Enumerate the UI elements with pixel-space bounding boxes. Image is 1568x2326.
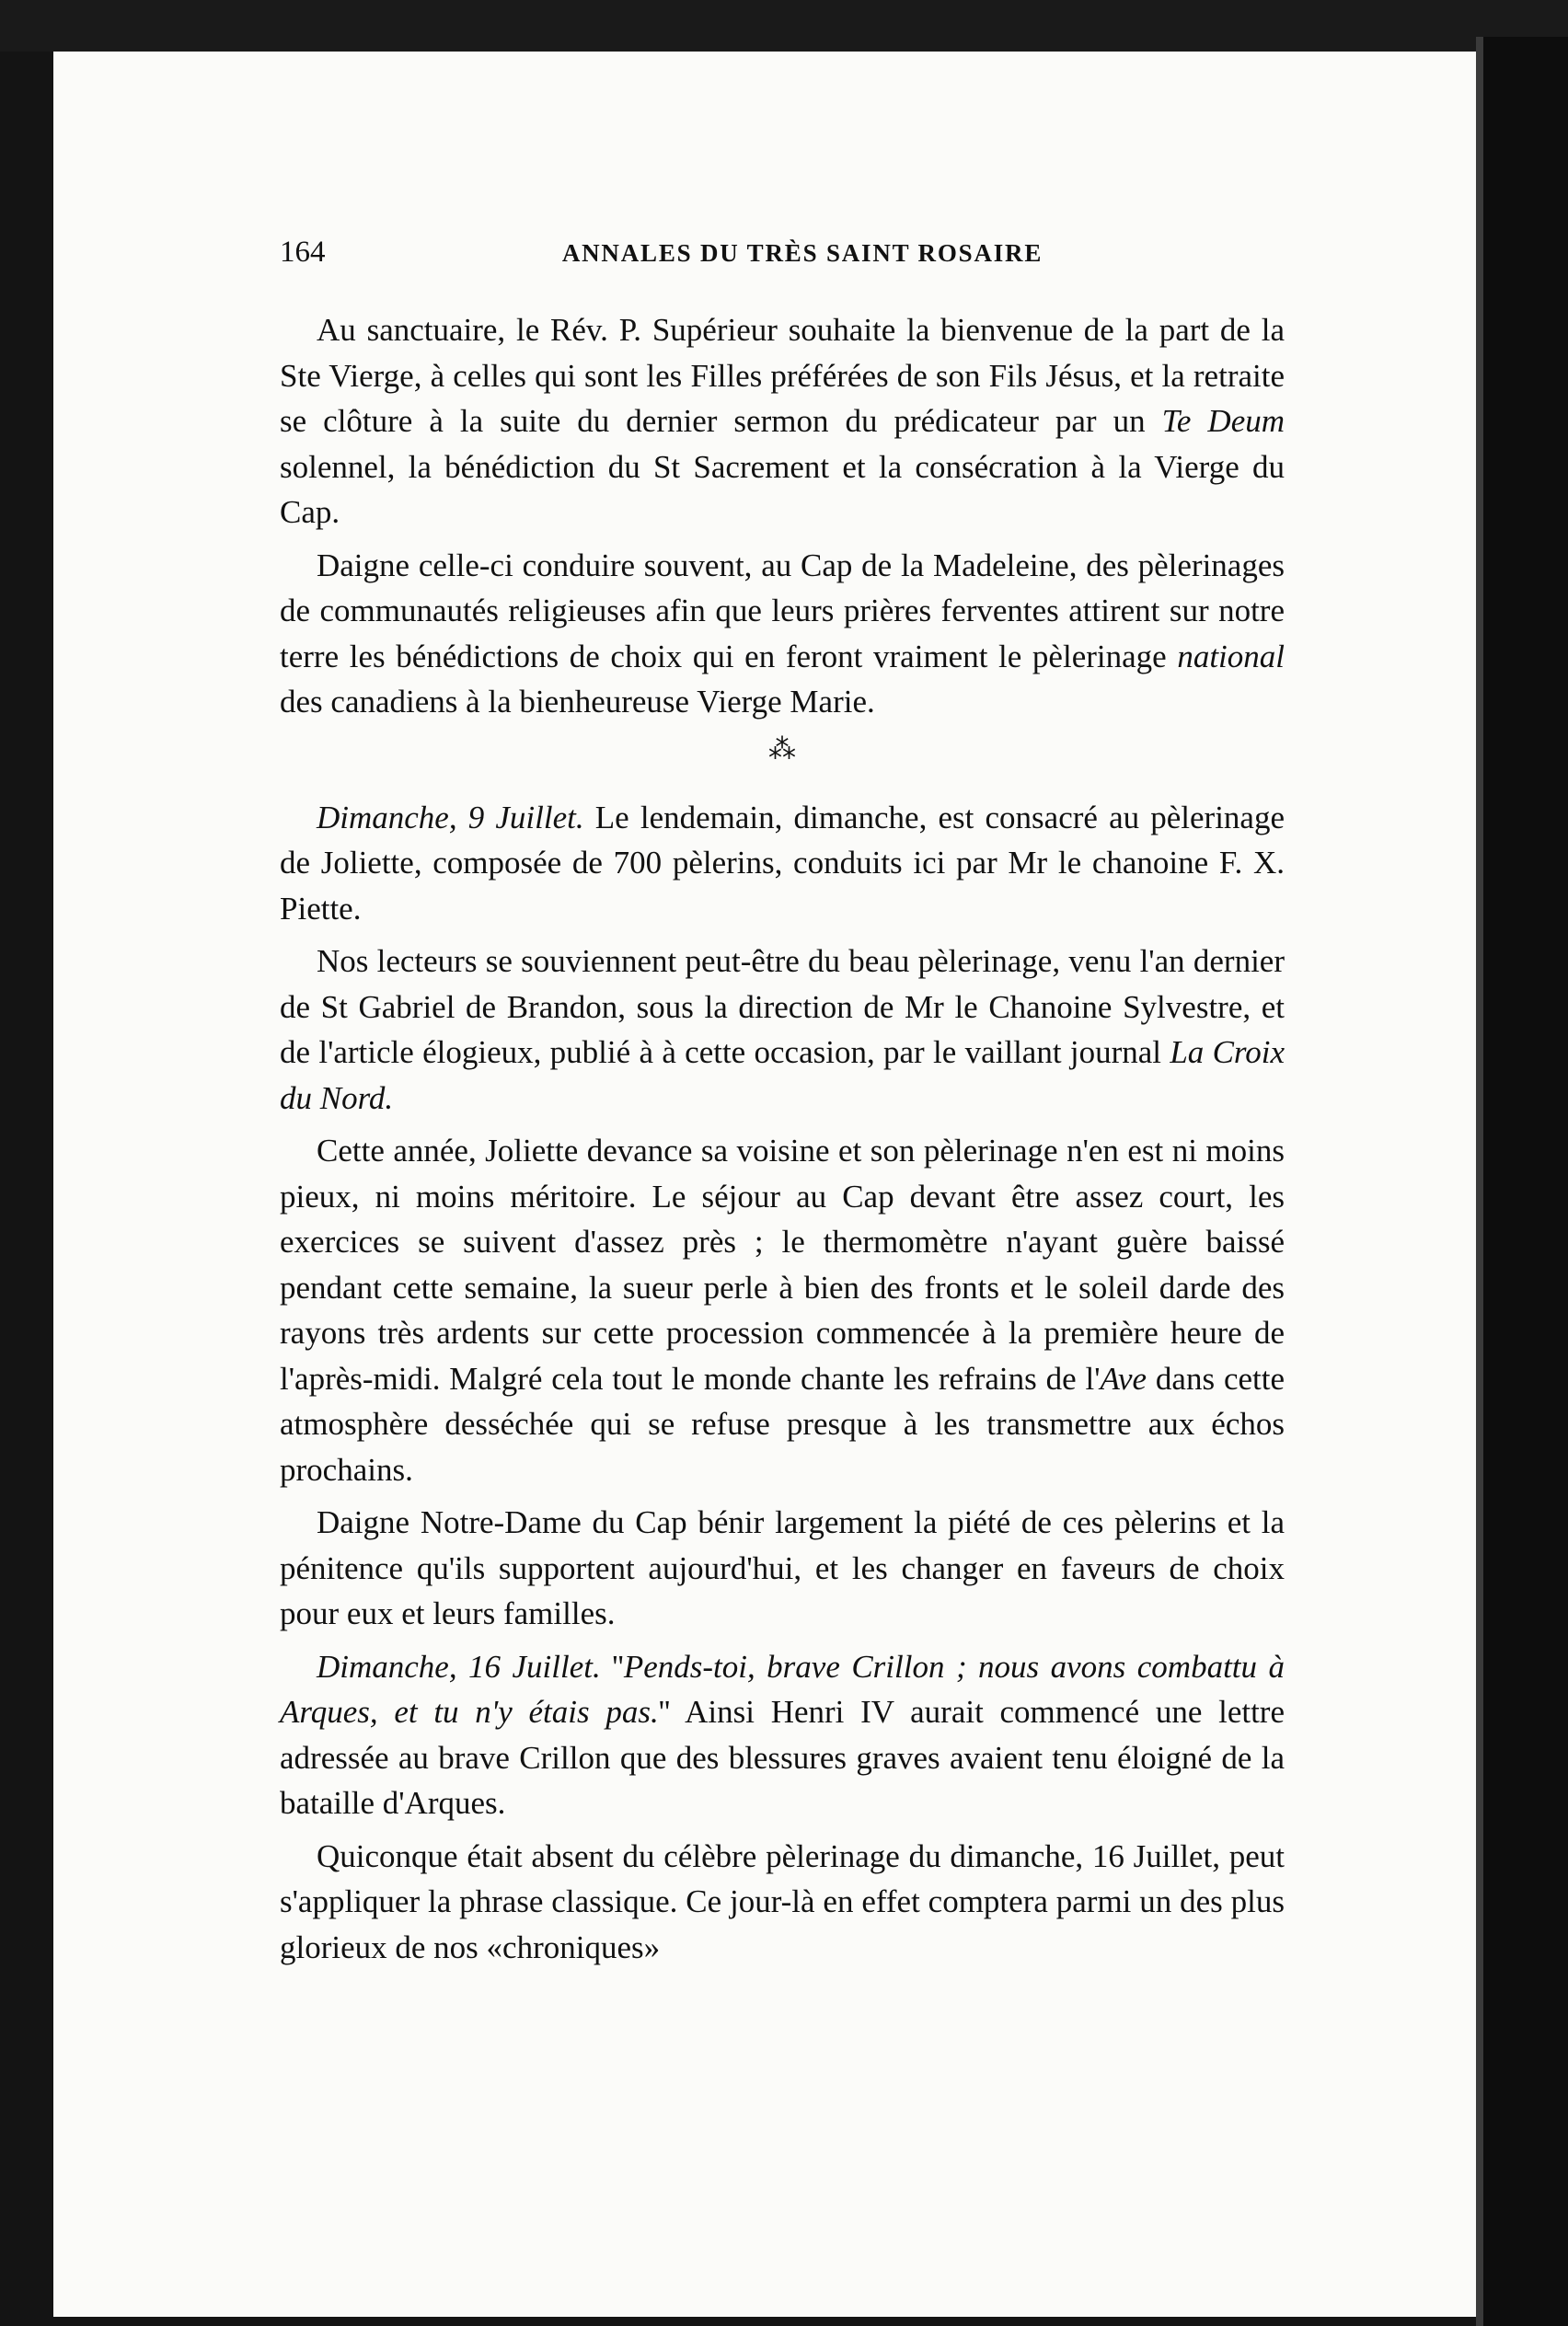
- paragraph: [280, 543, 1285, 725]
- paragraph: [280, 1128, 1285, 1492]
- paragraph: [280, 1834, 1285, 1971]
- running-title: ANNALES DU TRÈS SAINT ROSAIRE: [561, 239, 1043, 267]
- running-head: [280, 230, 1285, 294]
- text-run: Cette année, Joliette devance sa voisine et son pèlerinage n'en est ni moins pieux, ni moins méritoire. Le séjour au Cap devant être assez court, les exercices se suivent d'assez près ; le thermomètre n'ayant guère baissé pendant cette semaine, la sueur perle à bien des fronts et le soleil darde des rayons très ardents sur cette procession commencée à la première heure de l'après-midi. Malgré cela tout le monde chante les refrains de l': [280, 1133, 1285, 1397]
- italic-text: Dimanche, 9 Juillet.: [317, 799, 584, 835]
- italic-text: Ave: [1100, 1360, 1147, 1397]
- italic-text: Dimanche, 16 Juillet.: [317, 1648, 601, 1685]
- italic-text: Pends-toi, brave Crillon ; nous avons combattu à Arques, et tu n'y étais pas.: [280, 1648, 1285, 1730]
- next-page-sliver: [1476, 37, 1483, 2326]
- text-run: Daigne Notre-Dame du Cap bénir largement la piété de ces pèlerins et la pénitence qu'ils supportent aujourd'hui, et les changer en faveurs de choix pour eux et leurs familles.: [280, 1504, 1285, 1631]
- paragraph: [280, 795, 1285, 932]
- text-run: '': [600, 1648, 624, 1685]
- text-run: '' Ainsi Henri IV aurait commencé une lettre adressée au brave Crillon que des blessures graves avaient tenu éloigné de la bataille d'Arques.: [280, 1694, 1285, 1821]
- text-run: Au sanctuaire, le Rév. P. Supérieur souhaite la bienvenue de la part de la Ste Vierge, à celles qui sont les Filles préférées de son Fils Jésus, et la retraite se clôture à la suite du dernier sermon du prédicateur par un: [280, 312, 1285, 439]
- text-run: Le lendemain, dimanche, est consacré au pèlerinage de Joliette, composée de 700 pèlerins, conduits ici par Mr le chanoine F. X. Piette.: [280, 799, 1285, 927]
- text-run: Daigne celle-ci conduire souvent, au Cap de la Madeleine, des pèlerinages de communautés religieuses afin que leurs prières ferventes attirent sur notre terre les bénédictions de choix qui en feront vraiment le pèlerinage: [280, 547, 1285, 674]
- page-number: 164: [280, 236, 326, 269]
- scan-right-edge: [1476, 37, 1568, 2326]
- text-run: dans cette atmosphère desséchée qui se refuse presque à les transmettre aux échos prochains.: [280, 1360, 1285, 1488]
- section-asterism: [280, 725, 1285, 795]
- italic-text: national: [1177, 638, 1285, 674]
- paragraph: [280, 1644, 1285, 1826]
- page-text: [280, 230, 1285, 1970]
- text-run: Quiconque était absent du célèbre pèlerinage du dimanche, 16 Juillet, peut s'appliquer la phrase classique. Ce jour-là en effet comptera parmi un des plus glorieux de nos «chroniques»: [280, 1837, 1285, 1965]
- paragraph: [280, 307, 1285, 535]
- text-run: solennel, la bénédiction du St Sacrement et la consécration à la Vierge du Cap.: [280, 448, 1285, 530]
- italic-text: Te Deum: [1161, 403, 1286, 439]
- scan-top-edge: [0, 0, 1568, 52]
- paragraph: [280, 1500, 1285, 1637]
- italic-text: La Croix du Nord.: [280, 1034, 1286, 1116]
- text-run: Nos lecteurs se souviennent peut-être du beau pèlerinage, venu l'an dernier de St Gabriel de Brandon, sous la direction de Mr le Chanoine Sylvestre, et de l'article élogieux, publié à à cette occasion, par le vaillant journal: [280, 943, 1285, 1070]
- asterism-glyph: ⁂: [768, 733, 796, 765]
- text-run: des canadiens à la bienheureuse Vierge Marie.: [280, 684, 875, 720]
- paragraph: [280, 938, 1285, 1121]
